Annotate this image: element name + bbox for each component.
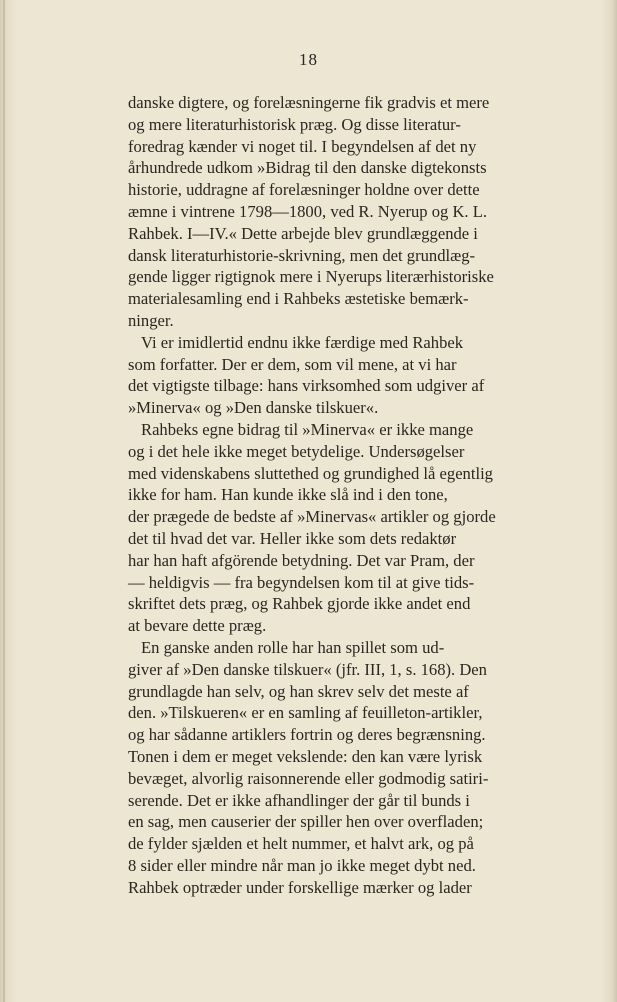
text-line: serende. Det er ikke afhandlinger der går til bunds i xyxy=(128,790,470,810)
text-line: de fylder sjælden et helt nummer, et halvt ark, og på xyxy=(128,834,474,854)
text-line: giver af »Den danske tilskuer« (jfr. III, 1, s. 168). Den xyxy=(128,659,487,679)
text-line: dansk literaturhistorie-skrivning, men det grundlæg- xyxy=(128,245,476,265)
text-line: det til hvad det var. Heller ikke som dets redaktør xyxy=(128,528,457,548)
text-line: materialesamling end i Rahbeks æstetiske bemærk- xyxy=(128,289,469,309)
text-line: har han haft afgörende betydning. Det var Pram, der xyxy=(128,550,475,570)
text-line: gende ligger rigtignok mere i Nyerups literærhistoriske xyxy=(128,267,494,287)
text-line: »Minerva« og »Den danske tilskuer«. xyxy=(128,398,379,418)
text-line: 8 sider eller mindre når man jo ikke meget dybt ned. xyxy=(128,855,476,875)
text-line: foredrag kænder vi noget til. I begyndelsen af det ny xyxy=(128,136,477,156)
text-line: En ganske anden rolle har han spillet som ud- xyxy=(141,637,445,657)
body-text xyxy=(128,92,585,898)
text-line: Vi er imidlertid endnu ikke færdige med Rahbek xyxy=(141,332,464,352)
text-line: Rahbeks egne bidrag til »Minerva« er ikke mange xyxy=(141,419,474,439)
text-line: Rahbek. I—IV.« Dette arbejde blev grundlæggende i xyxy=(128,223,478,243)
text-line: historie, uddragne af forelæsninger holdne over dette xyxy=(128,180,480,200)
text-line: æmne i vintrene 1798—1800, ved R. Nyerup og K. L. xyxy=(128,201,488,221)
text-line: Tonen i dem er meget vekslende: den kan være lyrisk xyxy=(128,746,483,766)
text-line: og i det hele ikke meget betydelige. Undersøgelser xyxy=(128,441,465,461)
text-line: at bevare dette præg. xyxy=(128,616,267,636)
text-line: danske digtere, og forelæsningerne fik gradvis et mere xyxy=(128,93,490,112)
text-line: bevæget, alvorlig raisonnerende eller godmodig satiri- xyxy=(128,768,489,788)
text-line: århundrede udkom »Bidrag til den danske digtekonsts xyxy=(128,158,487,178)
text-line: grundlagde han selv, og han skrev selv det meste af xyxy=(128,681,469,701)
text-line: en sag, men causerier der spiller hen over overfladen; xyxy=(128,812,484,832)
text-line: med videnskabens sluttethed og grundighed lå egentlig xyxy=(128,463,493,483)
text-line: ikke for ham. Han kunde ikke slå ind i den tone, xyxy=(128,485,448,505)
binding-edge xyxy=(3,0,5,1002)
text-line: og mere literaturhistorisk præg. Og disse literatur- xyxy=(128,114,461,134)
text-line: Rahbek optræder under forskellige mærker og lader xyxy=(128,877,472,897)
text-line: som forfatter. Der er dem, som vil mene, at vi har xyxy=(128,354,457,374)
text-line: — heldigvis — fra begyndelsen kom til at give tids- xyxy=(128,572,475,592)
text-line: det vigtigste tilbage: hans virksomhed som udgiver af xyxy=(128,376,485,396)
text-line: den. »Tilskueren« er en samling af feuilleton-artikler, xyxy=(128,703,483,723)
text-line: skriftet dets præg, og Rahbek gjorde ikke andet end xyxy=(128,594,471,614)
text-line: og har sådanne artiklers fortrin og deres begrænsning. xyxy=(128,725,486,745)
text-line: der prægede de bedste af »Minervas« artikler og gjorde xyxy=(128,507,496,527)
page-number: 18 xyxy=(299,50,318,69)
text-line: ninger. xyxy=(128,310,174,330)
